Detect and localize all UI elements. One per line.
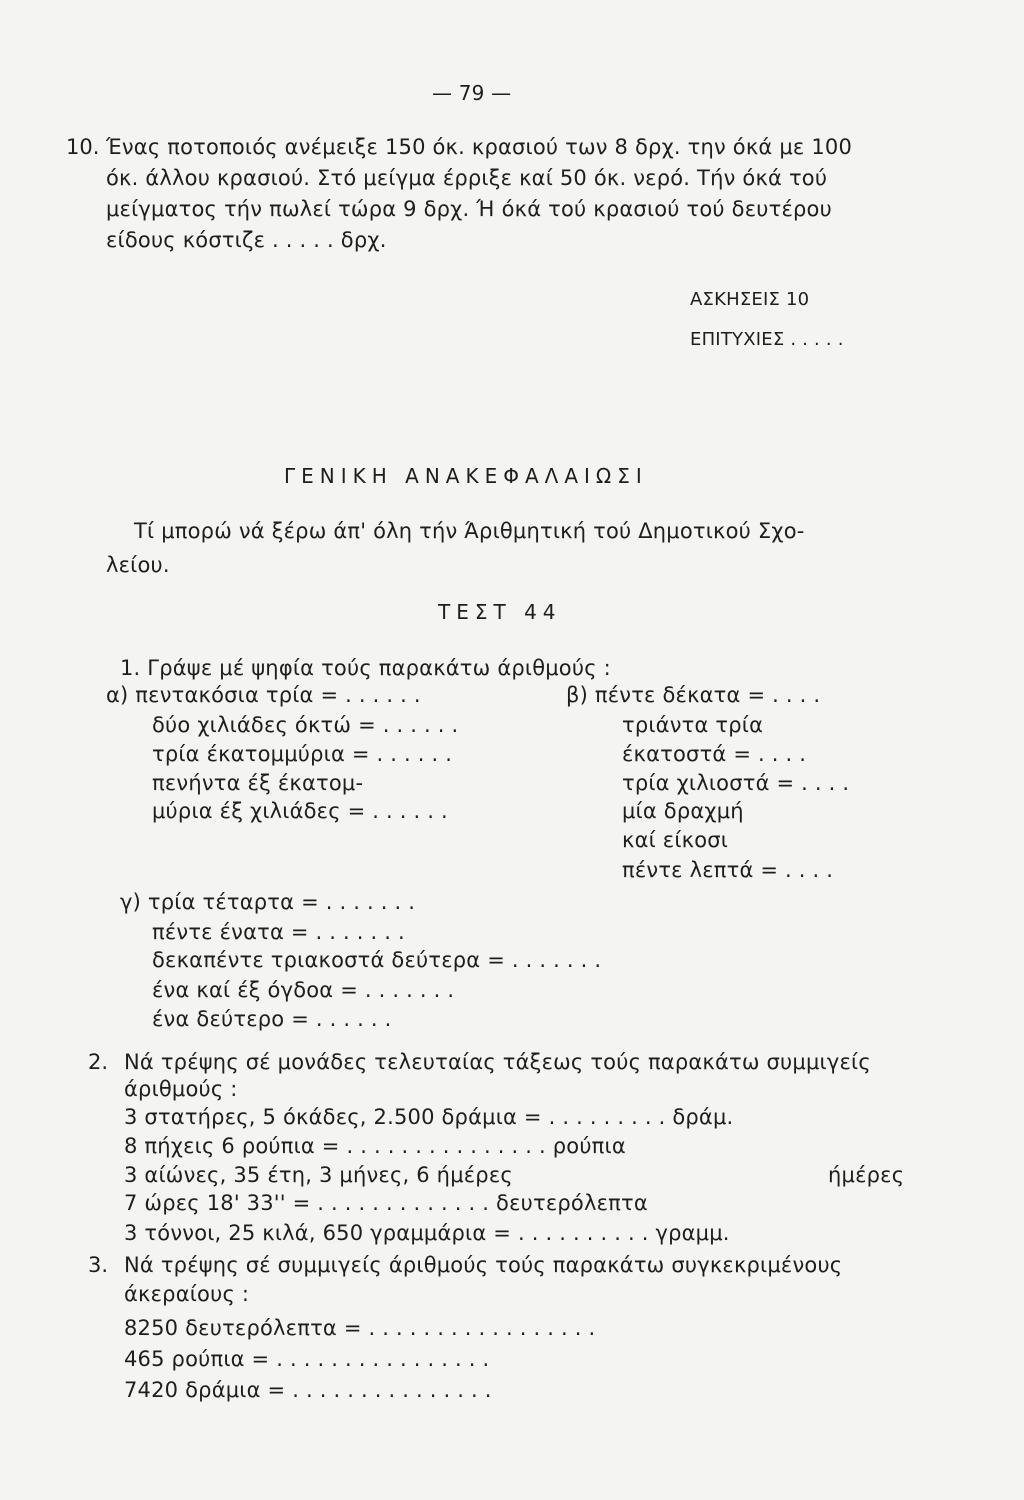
- q2-line-5: 3 αίώνες, 35 έτη, 3 μήνες, 6 ήμέρες: [124, 1163, 513, 1187]
- q1-right-line-2: τριάντα τρία: [622, 713, 764, 737]
- q3-line-3: 8250 δευτερόλεπτα = . . . . . . . . . . . . . . . . .: [124, 1316, 596, 1340]
- q1-left-line-5: μύρια έξ χιλιάδες = . . . . . .: [152, 799, 448, 823]
- q2-days-label: ήμέρες: [828, 1163, 905, 1187]
- q2-line-6: 7 ώρες 18' 33'' = . . . . . . . . . . . . . δευτερόλεπτα: [124, 1191, 648, 1215]
- q1-right-line-4: τρία χιλιοστά = . . . .: [622, 771, 850, 795]
- q1-gamma-line-3: δεκαπέντε τριακοστά δεύτερα = . . . . . . .: [152, 948, 602, 972]
- problem-10-line-2: όκ. άλλου κρασιού. Στό μείγμα έρριξε καί 50 όκ. νερό. Τήν όκά τού: [106, 166, 828, 190]
- q1-left-line-1: α) πεντακόσια τρία = . . . . . .: [106, 683, 421, 707]
- problem-10-line-1: Ένας ποτοποιός ανέμειξε 150 όκ. κρασιού των 8 δρχ. την όκά με 100: [106, 135, 853, 159]
- q2-number: 2.: [88, 1050, 109, 1074]
- q1-left-line-2: δύο χιλιάδες όκτώ = . . . . . .: [152, 713, 459, 737]
- q1-right-line-3: έκατοστά = . . . .: [622, 742, 807, 766]
- q3-line-1: Νά τρέψης σέ συμμιγείς άριθμούς τούς παρακάτω συγκεκριμένους: [124, 1253, 843, 1277]
- q1-left-line-3: τρία έκατομμύρια = . . . . . .: [152, 742, 453, 766]
- q3-line-5: 7420 δράμια = . . . . . . . . . . . . . . .: [124, 1378, 492, 1402]
- page-number: — 79 —: [432, 81, 512, 105]
- q2-line-3: 3 στατήρες, 5 όκάδες, 2.500 δράμια = . . . . . . . . . δράμ.: [124, 1105, 734, 1129]
- exercises-count: ΑΣΚΗΣΕΙΣ 10: [690, 289, 810, 310]
- q1-left-line-4: πενήντα έξ έκατομ-: [152, 771, 364, 795]
- q1-heading: 1. Γράψε μέ ψηφία τούς παρακάτω άριθμούς :: [120, 656, 611, 680]
- q1-right-line-1: β) πέντε δέκατα = . . . .: [566, 683, 821, 707]
- problem-10-line-4: είδους κόστιζε . . . . . δρχ.: [106, 228, 387, 252]
- successes-count: ΕΠΙΤΥΧΙΕΣ . . . . .: [690, 329, 844, 350]
- q1-gamma-line-1: γ) τρία τέταρτα = . . . . . . .: [120, 890, 416, 914]
- q3-number: 3.: [88, 1253, 109, 1277]
- q3-line-4: 465 ρούπια = . . . . . . . . . . . . . . . .: [124, 1347, 490, 1371]
- problem-10-number: 10.: [66, 135, 100, 159]
- test-title: ΤΕΣΤ 44: [438, 600, 562, 624]
- intro-line-2: λείου.: [106, 553, 170, 577]
- q2-line-7: 3 τόννοι, 25 κιλά, 650 γραμμάρια = . . . . . . . . . . γραμμ.: [124, 1221, 730, 1245]
- problem-10-line-3: μείγματος τήν πωλεί τώρα 9 δρχ. Ή όκά τού κρασιού τού δευτέρου: [106, 197, 832, 221]
- q1-right-line-6: καί είκοσι: [622, 828, 729, 852]
- q1-gamma-line-2: πέντε ένατα = . . . . . . .: [152, 920, 405, 944]
- section-title: ΓΕΝΙΚΗ ΑΝΑΚΕΦΑΛΑΙΩΣΙ: [284, 464, 648, 488]
- q2-line-4: 8 πήχεις 6 ρούπια = . . . . . . . . . . . . . . . ρούπια: [124, 1134, 626, 1158]
- intro-line-1: Τί μπορώ νά ξέρω άπ' όλη τήν Άριθμητική τού Δημοτικού Σχο-: [134, 519, 805, 543]
- q3-line-2: άκεραίους :: [124, 1282, 250, 1306]
- q1-gamma-line-4: ένα καί έξ όγδοα = . . . . . . .: [152, 978, 455, 1002]
- q1-right-line-7: πέντε λεπτά = . . . .: [622, 858, 834, 882]
- q1-gamma-line-5: ένα δεύτερο = . . . . . .: [152, 1007, 392, 1031]
- q1-right-line-5: μία δραχμή: [622, 799, 744, 823]
- q2-line-1: Νά τρέψης σέ μονάδες τελευταίας τάξεως τούς παρακάτω συμμιγείς: [124, 1050, 871, 1074]
- q2-line-2: άριθμούς :: [124, 1077, 238, 1101]
